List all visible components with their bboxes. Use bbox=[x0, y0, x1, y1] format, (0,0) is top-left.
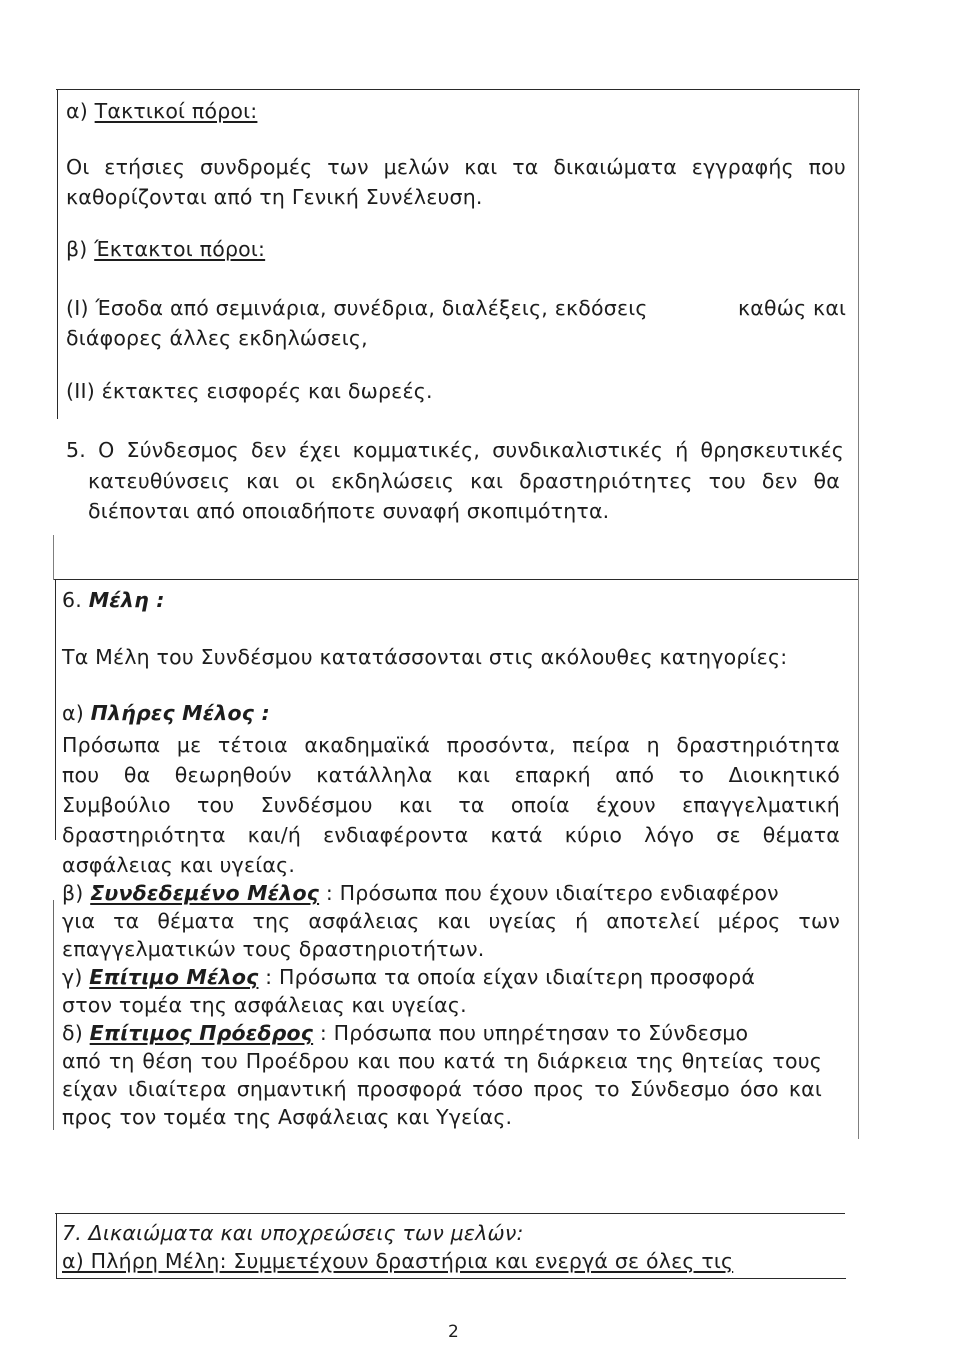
frame-right-line bbox=[858, 89, 859, 1139]
section5-line: κατευθύνσεις και οι εκδηλώσεις και δραστηριότητες του δεν θα bbox=[88, 469, 840, 493]
line-text: : Πρόσωπα που έχουν ιδιαίτερο ενδιαφέρον bbox=[325, 881, 779, 905]
paragraph-line: Οι ετήσιες συνδρομές των μελών και τα δικαιώματα εγγραφής που bbox=[66, 155, 846, 179]
heading-text: Επίτιμος Πρόεδρος bbox=[89, 1021, 314, 1045]
section6-top-line bbox=[54, 579, 858, 580]
frame-left-line bbox=[57, 89, 58, 419]
prefix: γ) bbox=[62, 965, 83, 989]
frame-left-line-4 bbox=[53, 900, 54, 1130]
members-heading bbox=[62, 585, 165, 615]
frame-top-line bbox=[56, 89, 860, 90]
paragraph-line-end: καθώς και bbox=[738, 296, 847, 320]
prefix: δ) bbox=[62, 1021, 83, 1045]
section5-line: 5. Ο Σύνδεσμος δεν έχει κομματικές, συνδικαλιστικές ή θρησκευτικές bbox=[66, 438, 844, 462]
section7-top-line bbox=[55, 1213, 845, 1214]
full-member-heading bbox=[62, 698, 270, 728]
prefix: α) bbox=[62, 701, 84, 725]
prefix: α) bbox=[66, 99, 88, 123]
honorary-president-line bbox=[62, 1018, 748, 1048]
section-number: 6. bbox=[62, 588, 82, 612]
rights-heading: 7. Δικαιώματα και υποχρεώσεις των μελών: bbox=[62, 1221, 524, 1245]
honorary-member-line bbox=[62, 962, 755, 992]
full-member-line: δραστηριότητα και/ή ενδιαφέροντα κατά κύριο λόγο σε θέματα bbox=[62, 823, 840, 847]
prefix: β) bbox=[62, 881, 84, 905]
honorary-member-line: στον τομέα της ασφάλειας και υγείας. bbox=[62, 993, 467, 1017]
heading-text: Μέλη : bbox=[88, 588, 165, 612]
associate-member-line: για τα θέματα της ασφάλειας και υγείας ή αποτελεί μέρος των bbox=[62, 909, 840, 933]
heading-text: Έκτακτοι πόροι: bbox=[94, 237, 266, 261]
associate-member-line: επαγγελματικών τους δραστηριοτήτων. bbox=[62, 937, 485, 961]
extraordinary-resources-heading bbox=[66, 234, 265, 264]
section7-bottom-line bbox=[56, 1278, 846, 1279]
section7-left-line bbox=[56, 1213, 57, 1279]
frame-left-line-2 bbox=[53, 535, 54, 580]
heading-text: Επίτιμο Μέλος bbox=[89, 965, 259, 989]
line-text: : Πρόσωπα τα οποία είχαν ιδιαίτερη προσφορά bbox=[265, 965, 756, 989]
associate-member-line bbox=[62, 878, 779, 908]
line-text: : Πρόσωπα που υπηρέτησαν το Σύνδεσμο bbox=[319, 1021, 749, 1045]
rights-line: α) Πλήρη Μέλη: Συμμετέχουν δραστήρια και ενεργά σε όλες τις bbox=[62, 1249, 734, 1273]
full-member-line: Συμβούλιο του Συνδέσμου και τα οποία έχουν επαγγελματική bbox=[62, 793, 840, 817]
full-member-line: που θα θεωρηθούν κατάλληλα και επαρκή από το Διοικητικό bbox=[62, 763, 840, 787]
paragraph-line: (Ι) Έσοδα από σεμινάρια, συνέδρια, διαλέξεις, εκδόσεις bbox=[66, 296, 648, 320]
full-member-line: Πρόσωπα με τέτοια ακαδημαϊκά προσόντα, πείρα η δραστηριότητα bbox=[62, 733, 840, 757]
heading-text: Συνδεδεμένο Μέλος bbox=[90, 881, 320, 905]
honorary-president-line: από τη θέση του Προέδρου και που κατά τη διάρκεια της θητείας τους bbox=[62, 1049, 822, 1073]
page-number: 2 bbox=[448, 1322, 459, 1342]
paragraph-line: (ΙΙ) έκτακτες εισφορές και δωρεές. bbox=[66, 379, 433, 403]
honorary-president-line: προς τον τομέα της Ασφάλειας και Υγείας. bbox=[62, 1105, 513, 1129]
full-member-line: ασφάλειας και υγείας. bbox=[62, 853, 296, 877]
ordinary-resources-heading bbox=[66, 96, 257, 126]
prefix: β) bbox=[66, 237, 88, 261]
members-intro: Τα Μέλη του Συνδέσμου κατατάσσονται στις ακόλουθες κατηγορίες: bbox=[62, 645, 788, 669]
frame-left-line-3 bbox=[55, 580, 56, 840]
honorary-president-line: είχαν ιδιαίτερα σημαντική προσφορά τόσο προς το Σύνδεσμο όσο και bbox=[62, 1077, 822, 1101]
section5-line: διέπονται από οποιαδήποτε συναφή σκοπιμότητα. bbox=[88, 499, 610, 523]
heading-text: Τακτικοί πόροι: bbox=[94, 99, 258, 123]
paragraph-line: διάφορες άλλες εκδηλώσεις, bbox=[66, 326, 368, 350]
paragraph-line: καθορίζονται από τη Γενική Συνέλευση. bbox=[66, 185, 483, 209]
heading-text: Πλήρες Μέλος : bbox=[90, 701, 270, 725]
